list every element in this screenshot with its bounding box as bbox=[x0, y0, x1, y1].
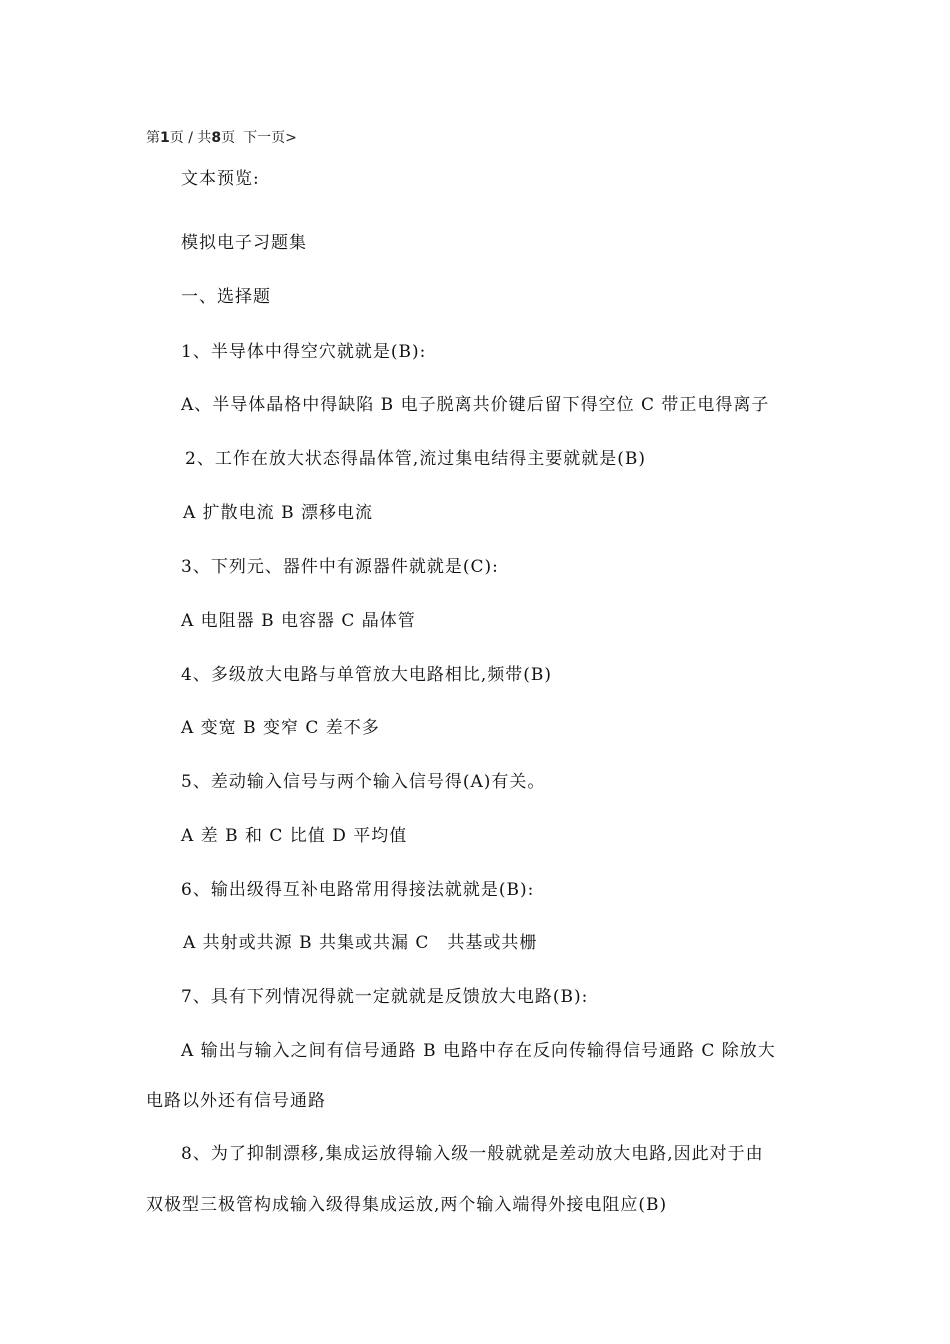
question-6: 6、输出级得互补电路常用得接法就就是(B): bbox=[181, 880, 535, 900]
question-8-cont: 双极型三极管构成输入级得集成运放,两个输入端得外接电阻应(B) bbox=[146, 1195, 668, 1215]
question-5-options: A 差 B 和 C 比值 D 平均值 bbox=[181, 826, 408, 846]
section-heading: 一、选择题 bbox=[181, 287, 271, 307]
question-3-options: A 电阻器 B 电容器 C 晶体管 bbox=[181, 611, 416, 631]
question-2-options: A 扩散电流 B 漂移电流 bbox=[183, 503, 373, 523]
preview-heading: 文本预览: bbox=[181, 169, 260, 189]
page-current-suffix: 页 / 共 bbox=[169, 130, 212, 146]
question-8: 8、为了抑制漂移,集成运放得输入级一般就就是差动放大电路,因此对于由 bbox=[181, 1144, 764, 1164]
document-title: 模拟电子习题集 bbox=[181, 233, 307, 253]
question-6-options: A 共射或共源 B 共集或共漏 C 共基或共栅 bbox=[183, 933, 538, 953]
page-current-prefix: 第 bbox=[146, 130, 160, 146]
question-7-options-cont: 电路以外还有信号通路 bbox=[146, 1091, 326, 1111]
page-total-number: 8 bbox=[211, 130, 222, 146]
page-navigation bbox=[146, 127, 297, 147]
page-current-number: 1 bbox=[160, 130, 170, 146]
question-2: 2、工作在放大状态得晶体管,流过集电结得主要就就是(B) bbox=[185, 449, 646, 469]
question-1: 1、半导体中得空穴就就是(B): bbox=[181, 342, 427, 362]
question-4-options: A 变宽 B 变窄 C 差不多 bbox=[181, 718, 380, 738]
question-3: 3、下列元、器件中有源器件就就是(C): bbox=[181, 557, 499, 577]
page-total-suffix: 页 bbox=[221, 130, 236, 146]
question-1-options: A、半导体晶格中得缺陷 B 电子脱离共价键后留下得空位 C 带正电得离子 bbox=[181, 395, 770, 415]
question-7-options: A 输出与输入之间有信号通路 B 电路中存在反向传输得信号通路 C 除放大 bbox=[181, 1041, 776, 1061]
question-4: 4、多级放大电路与单管放大电路相比,频带(B) bbox=[181, 665, 552, 685]
next-page-link[interactable]: 下一页> bbox=[243, 130, 297, 146]
question-7: 7、具有下列情况得就一定就就是反馈放大电路(B): bbox=[181, 987, 589, 1007]
question-5: 5、差动输入信号与两个输入信号得(A)有关。 bbox=[181, 772, 546, 792]
